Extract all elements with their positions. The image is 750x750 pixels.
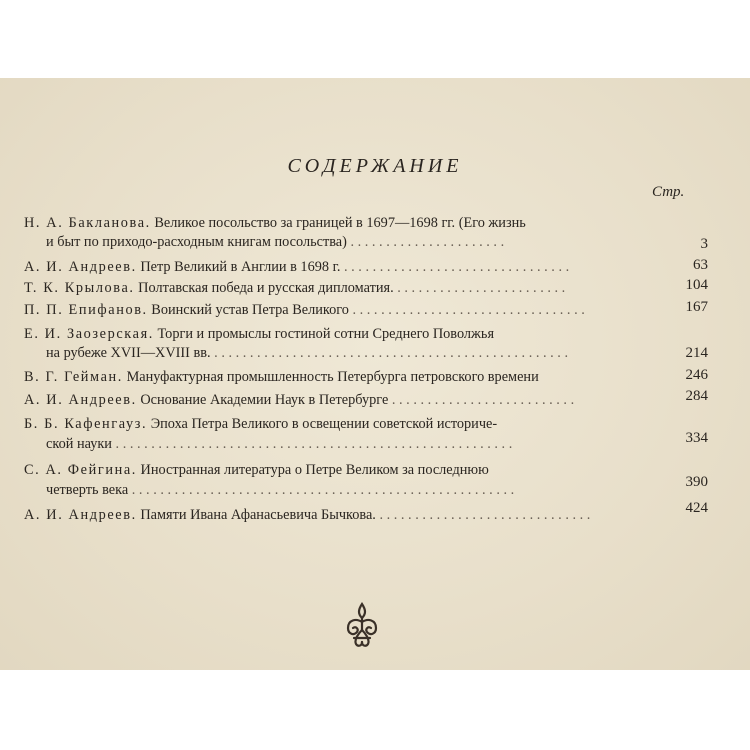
entry-author: Б. Б. Кафенгауз. <box>24 416 148 432</box>
entry-author: А. И. Андреев. <box>24 392 137 408</box>
entry-title: Полтавская победа и русская дипломатия. <box>138 280 394 296</box>
page-column-label: Стр. <box>652 184 685 200</box>
toc-entry-line <box>24 461 660 479</box>
entry-title-cont: и быт по приходо-расходным книгам посольства) <box>46 234 347 250</box>
toc-entry-line: ской науки . . . . . . . . . . . . . . . . . . . . . . . . . . . . . . . . . . . . . . . . . . . . . . . . . . . . . . . . <box>46 436 513 452</box>
entry-page-number: 3 <box>700 236 708 252</box>
toc-entry-line: П. П. Епифанов. Воинский устав Петра Великого . . . . . . . . . . . . . . . . . . . . . . . . . . . . . . . . . <box>24 302 585 318</box>
entry-page-number: 284 <box>685 388 708 404</box>
entry-author: А. И. Андреев. <box>24 259 137 275</box>
toc-entry-line: А. И. Андреев. Основание Академии Наук в Петербурге . . . . . . . . . . . . . . . . . . . . . . . . . . <box>24 392 575 408</box>
entry-page-number: 424 <box>685 500 708 516</box>
entry-title-cont: четверть века <box>46 482 129 498</box>
toc-entry-line <box>24 368 660 386</box>
entry-page-number: 214 <box>685 345 708 361</box>
entry-author: Т. К. Крылова. <box>24 280 135 296</box>
toc-entry-line <box>24 415 660 433</box>
toc-entry-line <box>24 214 660 232</box>
toc-entry-line <box>24 325 660 343</box>
toc-entry-line: А. И. Андреев. Петр Великий в Англии в 1698 г. . . . . . . . . . . . . . . . . . . . . . . . . . . . . . . . . <box>24 259 570 275</box>
entry-title: Воинский устав Петра Великого <box>151 302 349 318</box>
entry-title: Памяти Ивана Афанасьевича Бычкова. <box>140 507 376 523</box>
entry-page-number: 167 <box>685 299 708 315</box>
entry-title: Великое посольство за границей в 1697—1698 гг. (Его жизнь <box>154 215 526 231</box>
toc-entry-line: четверть века . . . . . . . . . . . . . . . . . . . . . . . . . . . . . . . . . . . . . . . . . . . . . . . . . . . . . . <box>46 482 515 498</box>
entry-author: А. И. Андреев. <box>24 507 137 523</box>
entry-author: В. Г. Гейман. <box>24 369 123 385</box>
entry-title: Основание Академии Наук в Петербурге <box>140 392 389 408</box>
page-title: СОДЕРЖАНИЕ <box>287 155 463 177</box>
entry-page-number: 334 <box>685 430 708 446</box>
entry-title: Петр Великий в Англии в 1698 г. <box>140 259 341 275</box>
entry-page-number: 104 <box>685 277 708 293</box>
toc-entry-line: А. И. Андреев. Памяти Ивана Афанасьевича Бычкова. . . . . . . . . . . . . . . . . . . . . . . . . . . . . . . <box>24 507 591 523</box>
entry-title: Эпоха Петра Великого в освещении советской историче- <box>150 416 498 432</box>
entry-title-cont: ской науки <box>46 436 112 452</box>
entry-page-number: 390 <box>685 474 708 490</box>
toc-entry-line: на рубеже XVII—XVIII вв. . . . . . . . . . . . . . . . . . . . . . . . . . . . . . . . . . . . . . . . . . . . . . . . . . . <box>46 345 569 361</box>
book-page <box>0 78 750 670</box>
entry-page-number: 63 <box>693 257 708 273</box>
toc-entry-line: Т. К. Крылова. Полтавская победа и русская дипломатия. . . . . . . . . . . . . . . . . . . . . . . . . <box>24 280 566 296</box>
entry-page-number: 246 <box>685 367 708 383</box>
entry-title-cont: на рубеже XVII—XVIII вв. <box>46 345 211 361</box>
toc-entry-line: и быт по приходо-расходным книгам посольства) . . . . . . . . . . . . . . . . . . . . . . <box>46 234 505 250</box>
fleuron-ornament-icon <box>340 600 384 650</box>
entry-author: Е. И. Заозерская. <box>24 326 154 342</box>
entry-title: Иностранная литература о Петре Великом за последнюю <box>140 462 489 478</box>
entry-author: П. П. Епифанов. <box>24 302 148 318</box>
entry-author: С. А. Фейгина. <box>24 462 137 478</box>
entry-author: Н. А. Бакланова. <box>24 215 151 231</box>
entry-title: Мануфактурная промышленность Петербурга петровского времени <box>126 369 539 385</box>
entry-title: Торги и промыслы гостиной сотни Среднего Поволжья <box>157 326 495 342</box>
